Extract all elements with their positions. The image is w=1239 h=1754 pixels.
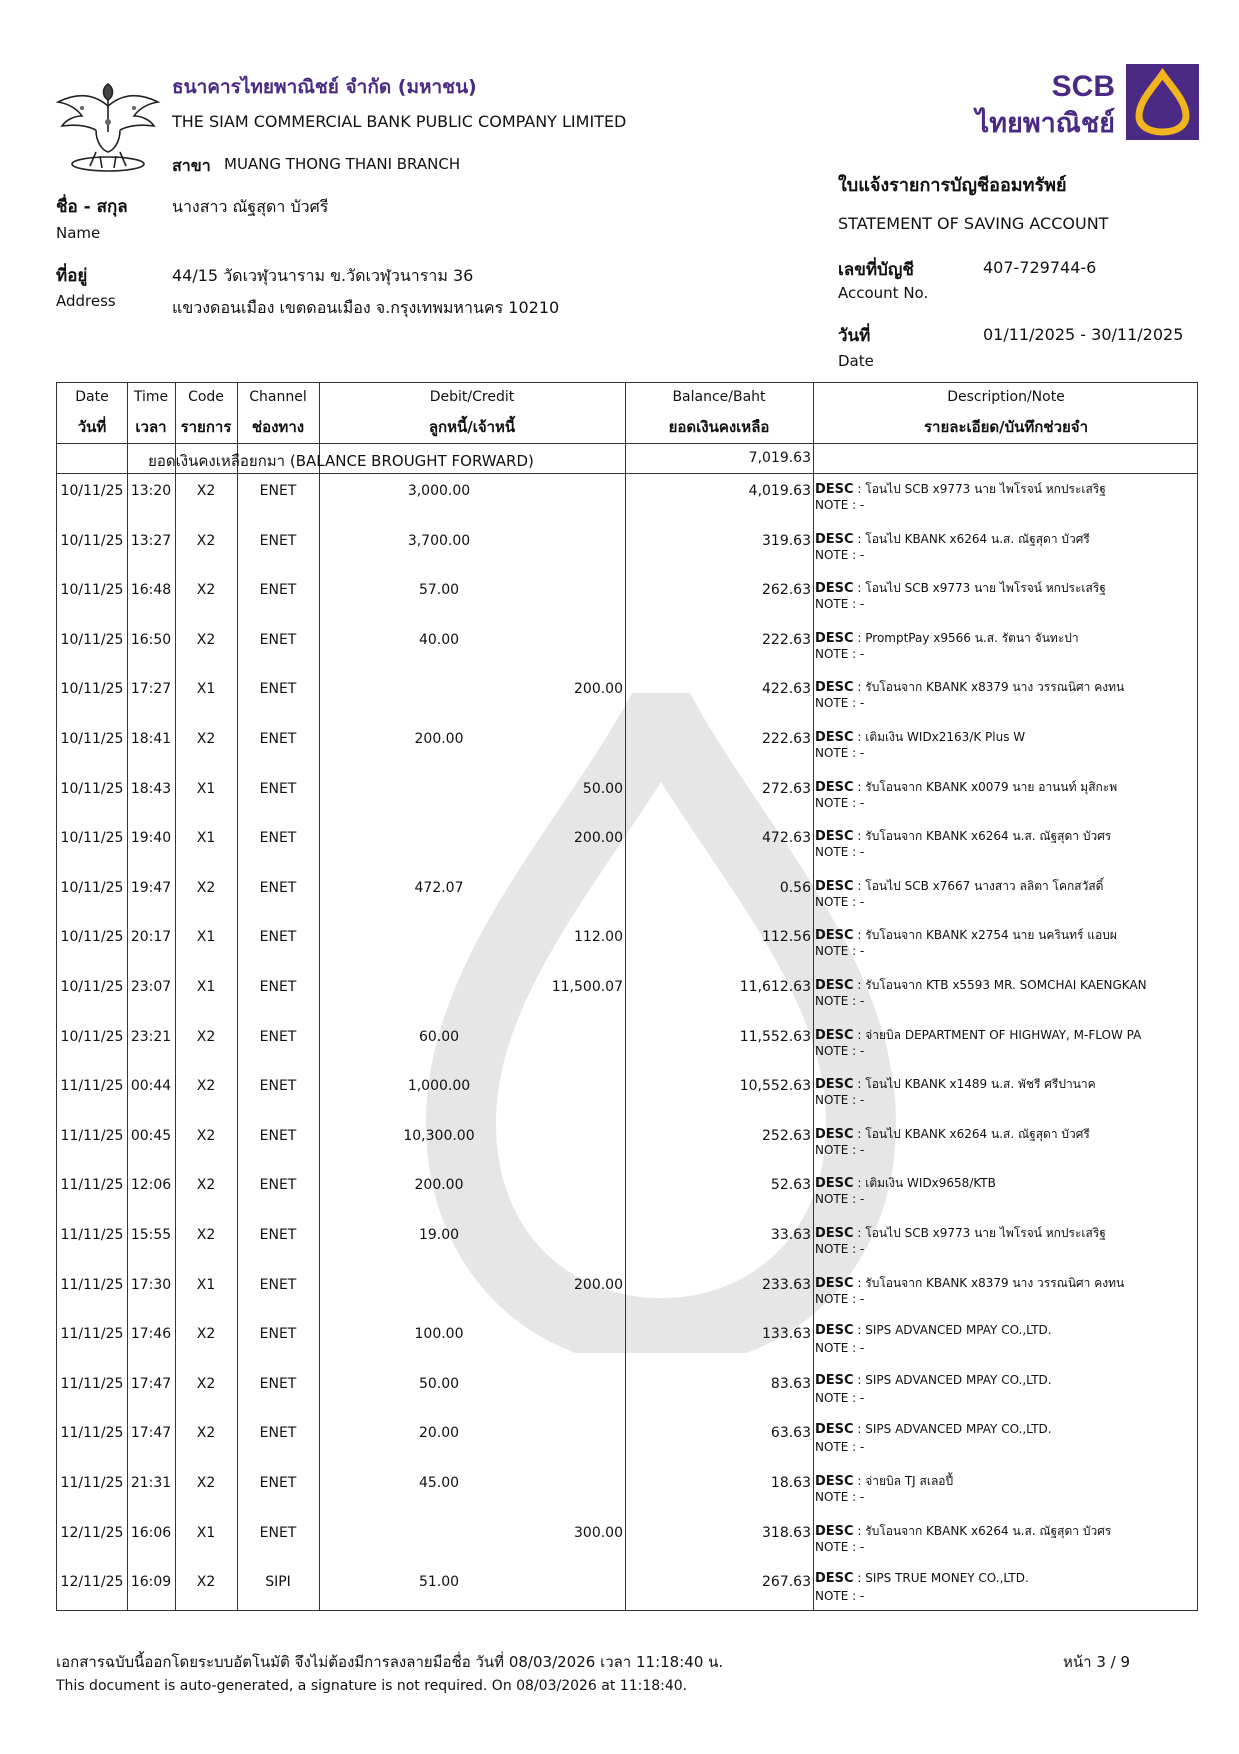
cell-description — [815, 827, 1197, 846]
cell-credit: 11,500.07 — [551, 979, 623, 995]
cell-time: 23:07 — [130, 979, 172, 995]
cell-balance: 4,019.63 — [748, 483, 811, 499]
desc-label: DESC — [815, 1077, 854, 1093]
cell-time: 16:48 — [130, 582, 172, 599]
desc-label: DESC — [815, 730, 854, 745]
cell-channel: ENET — [259, 1524, 297, 1541]
desc-label: DESC — [815, 779, 854, 795]
cell-note: NOTE : - — [815, 646, 865, 661]
table-row — [57, 820, 1199, 870]
cell-channel: ENET — [259, 1276, 297, 1293]
cell-time: 17:47 — [130, 1375, 172, 1392]
cell-code: X1 — [196, 1524, 216, 1541]
desc-text: : SIPS ADVANCED MPAY CO.,LTD. — [853, 1372, 1052, 1387]
desc-text: : รับโอนจาก KBANK x6264 น.ส. ณัฐสุดา บัวศร — [853, 829, 1112, 844]
cell-channel: ENET — [259, 681, 297, 698]
cell-date: 10/11/25 — [60, 582, 124, 599]
cell-balance: 133.63 — [762, 1326, 811, 1343]
desc-label: DESC — [815, 1372, 854, 1388]
bank-name-en: THE SIAM COMMERCIAL BANK PUBLIC COMPANY LIMITED — [172, 112, 627, 131]
cell-channel: ENET — [259, 879, 297, 896]
cell-debit: 57.00 — [418, 582, 460, 599]
cell-credit: 112.00 — [574, 929, 623, 946]
column-header-th-debitcredit: ลูกหนี้/เจ้าหนี้ — [428, 418, 516, 436]
cell-debit: 19.00 — [418, 1227, 460, 1243]
cell-time: 12:06 — [130, 1177, 172, 1194]
column-header-debitcredit: Debit/Credit — [429, 389, 515, 405]
cell-balance: 422.63 — [762, 681, 811, 698]
cell-description — [815, 1373, 1197, 1388]
desc-label: DESC — [815, 482, 854, 497]
cell-description — [815, 1075, 1197, 1094]
cell-note: NOTE : - — [815, 597, 865, 612]
desc-text: : SIPS TRUE MONEY CO.,LTD. — [853, 1571, 1029, 1586]
cell-channel: ENET — [259, 1375, 297, 1392]
cell-channel: ENET — [259, 1227, 297, 1243]
cell-note: NOTE : - — [815, 845, 865, 860]
desc-text: : โอนไป KBANK x1489 น.ส. พัชรี ศรีปานาค — [853, 1077, 1096, 1092]
garuda-emblem-icon — [52, 72, 164, 172]
column-header-th-time: เวลา — [135, 418, 167, 436]
header-divider — [57, 443, 1197, 444]
desc-text: : จ่ายบิล TJ สเลอปี้ — [853, 1474, 954, 1488]
desc-label: DESC — [815, 978, 854, 993]
cell-note: NOTE : - — [815, 1341, 865, 1356]
cell-channel: ENET — [259, 1028, 297, 1045]
cell-description — [815, 579, 1197, 598]
cell-description — [815, 678, 1197, 697]
cell-credit: 200.00 — [574, 681, 623, 698]
balance-brought-forward-value: 7,019.63 — [748, 450, 811, 466]
cell-date: 10/11/25 — [60, 532, 124, 549]
cell-code: X2 — [196, 1574, 216, 1591]
branch-label: สาขา — [172, 156, 211, 175]
table-row — [57, 1217, 1199, 1267]
desc-text: : รับโอนจาก KBANK x0079 นาย อานนท์ มุสิกะพ — [853, 779, 1118, 794]
cell-balance: 63.63 — [770, 1425, 811, 1442]
cell-note: NOTE : - — [815, 944, 865, 959]
cell-debit: 10,300.00 — [403, 1127, 475, 1144]
name-label-th: ชื่อ - สกุล — [56, 197, 128, 217]
cell-description — [815, 1174, 1197, 1193]
cell-date: 10/11/25 — [60, 731, 124, 747]
desc-label: DESC — [815, 928, 854, 944]
cell-balance: 262.63 — [762, 582, 811, 599]
cell-time: 00:44 — [130, 1078, 172, 1095]
desc-label: DESC — [815, 1474, 854, 1489]
cell-note: NOTE : - — [815, 1192, 865, 1207]
column-header-th-date: วันที่ — [77, 418, 107, 436]
table-row — [57, 1465, 1199, 1515]
cell-channel: ENET — [259, 483, 297, 499]
desc-label: DESC — [815, 1126, 854, 1142]
cell-description — [815, 1522, 1197, 1541]
cell-balance: 222.63 — [762, 631, 811, 648]
cell-time: 00:45 — [130, 1127, 172, 1144]
cell-date: 10/11/25 — [60, 879, 124, 896]
cell-channel: ENET — [259, 1127, 297, 1144]
table-row — [57, 1564, 1199, 1614]
cell-balance: 112.56 — [762, 929, 811, 946]
address-line-1: 44/15 วัดเวฬุวนาราม ข.วัดเวฬุวนาราม 36 — [172, 266, 474, 285]
cell-channel: ENET — [259, 979, 297, 995]
cell-note: NOTE : - — [815, 1589, 865, 1604]
cell-note: NOTE : - — [815, 1490, 865, 1504]
footer-note-th: เอกสารฉบับนี้ออกโดยระบบอัตโนมัติ จึงไม่ต้องมีการลงลายมือชื่อ วันที่ 08/03/2026 เวลา 11:18:40 น. — [56, 1653, 724, 1671]
footer-note-en: This document is auto-generated, a signature is not required. On 08/03/2026 at 11:18:40. — [56, 1678, 688, 1694]
branch-value: MUANG THONG THANI BRANCH — [224, 155, 461, 173]
cell-note: NOTE : - — [815, 547, 865, 562]
address-label-en: Address — [56, 292, 116, 310]
table-row — [57, 1415, 1199, 1465]
cell-code: X1 — [196, 681, 216, 698]
cell-date: 11/11/25 — [60, 1177, 124, 1194]
cell-date: 11/11/25 — [60, 1227, 124, 1243]
cell-time: 15:55 — [130, 1227, 172, 1243]
cell-code: X1 — [196, 929, 216, 946]
cell-balance: 0.56 — [779, 879, 811, 896]
date-label-en: Date — [838, 352, 874, 370]
cell-balance: 33.63 — [770, 1227, 811, 1243]
cell-note: NOTE : - — [815, 1291, 865, 1306]
svg-text:SCB: SCB — [1051, 70, 1115, 103]
bank-name-th: ธนาคารไทยพาณิชย์ จำกัด (มหาชน) — [172, 76, 477, 98]
desc-label: DESC — [815, 1226, 854, 1241]
desc-text: : รับโอนจาก KBANK x8379 นาง วรรณนิศา คงทน — [853, 680, 1125, 695]
table-row — [57, 1167, 1199, 1217]
page-number: หน้า 3 / 9 — [1063, 1653, 1131, 1671]
cell-date: 10/11/25 — [60, 979, 124, 995]
cell-debit: 50.00 — [418, 1375, 460, 1392]
cell-time: 13:20 — [130, 483, 172, 499]
cell-credit: 300.00 — [574, 1524, 623, 1541]
balance-brought-forward-label: ยอดเงินคงเหลือยกมา (BALANCE BROUGHT FORWARD) — [148, 452, 534, 470]
cell-time: 18:41 — [130, 731, 172, 747]
cell-channel: SIPI — [265, 1574, 291, 1591]
desc-text: : โอนไป KBANK x6264 น.ส. ณัฐสุดา บัวศรี — [853, 531, 1090, 546]
table-row — [57, 1118, 1199, 1168]
desc-label: DESC — [815, 531, 854, 547]
cell-balance: 11,612.63 — [739, 979, 811, 995]
cell-code: X2 — [196, 582, 216, 599]
table-row — [57, 572, 1199, 622]
cell-balance: 472.63 — [762, 830, 811, 847]
cell-description — [815, 728, 1197, 747]
cell-code: X2 — [196, 879, 216, 896]
cell-date: 10/11/25 — [60, 483, 124, 499]
cell-time: 13:27 — [130, 532, 172, 549]
desc-label: DESC — [815, 829, 854, 845]
cell-description — [815, 1472, 1197, 1491]
cell-time: 17:27 — [130, 681, 172, 698]
cell-channel: ENET — [259, 830, 297, 847]
cell-time: 17:47 — [130, 1425, 172, 1442]
table-row — [57, 1316, 1199, 1366]
desc-text: : โอนไป SCB x9773 นาย ไพโรจน์ หกประเสริฐ — [853, 482, 1106, 496]
desc-label: DESC — [815, 1176, 854, 1192]
cell-code: X1 — [196, 780, 216, 797]
cell-code: X2 — [196, 1425, 216, 1442]
cell-debit: 100.00 — [414, 1326, 464, 1343]
cell-description — [815, 926, 1197, 945]
scb-logo-icon — [963, 64, 1199, 140]
cell-debit: 3,700.00 — [407, 532, 471, 549]
date-label-th: วันที่ — [838, 326, 871, 346]
customer-name: นางสาว ณัฐสุดา บัวศรี — [172, 197, 329, 216]
cell-date: 10/11/25 — [60, 929, 124, 946]
cell-credit: 200.00 — [574, 1276, 623, 1293]
desc-label: DESC — [815, 630, 854, 646]
column-header-th-channel: ช่องทาง — [251, 418, 305, 436]
cell-note: NOTE : - — [815, 1539, 865, 1554]
account-label-th: เลขที่บัญชี — [838, 260, 914, 280]
cell-channel: ENET — [259, 1475, 297, 1491]
desc-text: : SIPS ADVANCED MPAY CO.,LTD. — [853, 1323, 1052, 1338]
cell-channel: ENET — [259, 532, 297, 549]
cell-description — [815, 1422, 1197, 1437]
cell-code: X2 — [196, 1375, 216, 1392]
account-number: 407-729744-6 — [983, 258, 1097, 277]
cell-description — [815, 1323, 1197, 1338]
desc-label: DESC — [815, 878, 854, 894]
cell-balance: 52.63 — [770, 1177, 811, 1194]
cell-time: 17:30 — [130, 1276, 172, 1293]
cell-date: 11/11/25 — [60, 1425, 124, 1442]
cell-debit: 60.00 — [418, 1028, 460, 1045]
cell-code: X1 — [196, 830, 216, 847]
cell-note: NOTE : - — [815, 1043, 865, 1058]
cell-description — [815, 530, 1197, 549]
cell-date: 11/11/25 — [60, 1326, 124, 1343]
cell-code: X2 — [196, 1475, 216, 1491]
desc-text: : PromptPay x9566 น.ส. รัตนา จันทะปา — [853, 630, 1079, 645]
cell-description — [815, 1026, 1197, 1045]
cell-channel: ENET — [259, 1326, 297, 1343]
cell-description — [815, 1274, 1197, 1293]
cell-debit: 472.07 — [414, 879, 464, 896]
statement-title-th: ใบแจ้งรายการบัญชีออมทรัพย์ — [838, 175, 1067, 196]
cell-note: NOTE : - — [815, 994, 865, 1008]
cell-debit: 20.00 — [418, 1425, 460, 1442]
desc-label: DESC — [815, 1275, 854, 1291]
column-header-th-balance: ยอดเงินคงเหลือ — [668, 418, 770, 436]
desc-text: : รับโอนจาก KBANK x8379 นาง วรรณนิศา คงทน — [853, 1275, 1125, 1290]
cell-description — [815, 480, 1197, 499]
cell-channel: ENET — [259, 1425, 297, 1442]
cell-date: 10/11/25 — [60, 631, 124, 648]
cell-balance: 222.63 — [762, 731, 811, 747]
cell-date: 10/11/25 — [60, 681, 124, 698]
table-row — [57, 1019, 1199, 1069]
column-header-th-code: รายการ — [180, 418, 232, 436]
cell-debit: 3,000.00 — [407, 483, 471, 499]
cell-date: 12/11/25 — [60, 1574, 124, 1591]
cell-date: 11/11/25 — [60, 1276, 124, 1293]
desc-text: : โอนไป SCB x7667 นางสาว ลลิตา โคกสวัสดิ์ — [853, 878, 1104, 893]
cell-channel: ENET — [259, 631, 297, 648]
cell-balance: 11,552.63 — [739, 1028, 811, 1045]
desc-text: : โอนไป SCB x9773 นาย ไพโรจน์ หกประเสริฐ — [853, 1226, 1106, 1240]
cell-channel: ENET — [259, 780, 297, 797]
cell-credit: 200.00 — [574, 830, 623, 847]
cell-note: NOTE : - — [815, 894, 865, 909]
cell-code: X2 — [196, 532, 216, 549]
cell-balance: 318.63 — [762, 1524, 811, 1541]
table-row — [57, 1366, 1199, 1416]
table-row — [57, 622, 1199, 672]
desc-text: : เติมเงิน WIDx9658/KTB — [853, 1176, 996, 1191]
cell-code: X2 — [196, 1078, 216, 1095]
cell-date: 12/11/25 — [60, 1524, 124, 1541]
account-label-en: Account No. — [838, 284, 929, 302]
cell-date: 10/11/25 — [60, 1028, 124, 1045]
desc-text: : SIPS ADVANCED MPAY CO.,LTD. — [853, 1422, 1052, 1437]
column-header-time: Time — [133, 389, 169, 405]
cell-debit: 51.00 — [418, 1574, 460, 1591]
desc-text: : เติมเงิน WIDx2163/K Plus W — [853, 730, 1026, 744]
address-label-th: ที่อยู่ — [56, 266, 88, 286]
cell-note: NOTE : - — [815, 1093, 865, 1108]
desc-label: DESC — [815, 1422, 854, 1438]
table-row — [57, 771, 1199, 821]
cell-note: NOTE : - — [815, 498, 865, 512]
cell-note: NOTE : - — [815, 795, 865, 810]
cell-time: 19:47 — [130, 879, 172, 896]
cell-debit: 200.00 — [414, 1177, 464, 1194]
table-row — [57, 671, 1199, 721]
cell-code: X2 — [196, 731, 216, 747]
cell-debit: 40.00 — [418, 631, 460, 648]
desc-text: : โอนไป SCB x9773 นาย ไพโรจน์ หกประเสริฐ — [853, 581, 1106, 596]
cell-time: 16:50 — [130, 631, 172, 648]
cell-code: X2 — [196, 483, 216, 499]
cell-code: X2 — [196, 1227, 216, 1243]
column-header-desc: Description/Note — [947, 389, 1065, 405]
statement-period: 01/11/2025 - 30/11/2025 — [983, 325, 1184, 344]
cell-credit: 50.00 — [582, 780, 623, 797]
column-header-balance: Balance/Baht — [672, 389, 766, 405]
desc-text: : รับโอนจาก KBANK x6264 น.ส. ณัฐสุดา บัวศร — [853, 1523, 1112, 1538]
statement-title-en: STATEMENT OF SAVING ACCOUNT — [838, 214, 1109, 233]
cell-time: 21:31 — [130, 1475, 172, 1491]
cell-debit: 1,000.00 — [407, 1078, 471, 1095]
table-row — [57, 473, 1199, 523]
cell-balance: 267.63 — [762, 1574, 811, 1591]
desc-text: : รับโอนจาก KBANK x2754 นาย นครินทร์ แอบผ — [853, 928, 1117, 943]
address-line-2: แขวงดอนเมือง เขตดอนเมือง จ.กรุงเทพมหานคร 10210 — [172, 298, 560, 317]
cell-note: NOTE : - — [815, 746, 865, 760]
desc-label: DESC — [815, 1571, 854, 1587]
cell-balance: 272.63 — [762, 780, 811, 797]
column-header-date: Date — [75, 389, 109, 405]
desc-label: DESC — [815, 680, 854, 696]
cell-channel: ENET — [259, 1177, 297, 1194]
table-row — [57, 1068, 1199, 1118]
cell-time: 20:17 — [130, 929, 172, 946]
table-row — [57, 1267, 1199, 1317]
cell-description — [815, 976, 1197, 995]
cell-description — [815, 778, 1197, 797]
cell-date: 10/11/25 — [60, 830, 124, 847]
desc-text: : จ่ายบิล DEPARTMENT OF HIGHWAY, M-FLOW PA — [853, 1027, 1142, 1042]
cell-channel: ENET — [259, 1078, 297, 1095]
cell-date: 11/11/25 — [60, 1127, 124, 1144]
cell-channel: ENET — [259, 731, 297, 747]
cell-note: NOTE : - — [815, 696, 865, 711]
cell-description — [815, 629, 1197, 648]
cell-code: X2 — [196, 1127, 216, 1144]
desc-text: : รับโอนจาก KTB x5593 MR. SOMCHAI KAENGKAN — [853, 978, 1147, 992]
cell-date: 11/11/25 — [60, 1078, 124, 1095]
cell-channel: ENET — [259, 929, 297, 946]
desc-label: DESC — [815, 581, 854, 597]
cell-time: 23:21 — [130, 1028, 172, 1045]
table-row — [57, 969, 1199, 1019]
cell-date: 10/11/25 — [60, 780, 124, 797]
column-header-code: Code — [188, 389, 224, 405]
cell-note: NOTE : - — [815, 1142, 865, 1157]
cell-note: NOTE : - — [815, 1440, 865, 1455]
name-label-en: Name — [56, 224, 101, 242]
cell-balance: 83.63 — [770, 1375, 811, 1392]
cell-date: 11/11/25 — [60, 1375, 124, 1392]
cell-code: X1 — [196, 1276, 216, 1293]
cell-description — [815, 1224, 1197, 1243]
cell-code: X2 — [196, 1028, 216, 1045]
column-header-th-desc: รายละเอียด/บันทึกช่วยจำ — [923, 418, 1088, 436]
cell-debit: 45.00 — [418, 1475, 460, 1491]
table-row — [57, 1515, 1199, 1565]
cell-time: 17:46 — [130, 1326, 172, 1343]
cell-balance: 18.63 — [770, 1475, 811, 1491]
cell-code: X2 — [196, 631, 216, 648]
cell-time: 19:40 — [130, 830, 172, 847]
desc-label: DESC — [815, 1523, 854, 1539]
cell-debit: 200.00 — [414, 731, 464, 747]
table-row — [57, 721, 1199, 771]
cell-balance: 10,552.63 — [739, 1078, 811, 1095]
cell-channel: ENET — [259, 582, 297, 599]
cell-balance: 252.63 — [762, 1127, 811, 1144]
cell-note: NOTE : - — [815, 1390, 865, 1405]
cell-time: 16:09 — [130, 1574, 172, 1591]
cell-code: X2 — [196, 1326, 216, 1343]
table-row — [57, 870, 1199, 920]
cell-time: 16:06 — [130, 1524, 172, 1541]
svg-text:ไทยพาณิชย์: ไทยพาณิชย์ — [975, 108, 1115, 139]
table-row — [57, 523, 1199, 573]
transactions-table — [56, 382, 1198, 1611]
cell-code: X1 — [196, 979, 216, 995]
cell-note: NOTE : - — [815, 1242, 865, 1256]
cell-description — [815, 1125, 1197, 1144]
cell-balance: 233.63 — [762, 1276, 811, 1293]
cell-code: X2 — [196, 1177, 216, 1194]
desc-label: DESC — [815, 1027, 854, 1043]
cell-date: 11/11/25 — [60, 1475, 124, 1491]
cell-description — [815, 877, 1197, 896]
column-header-channel: Channel — [249, 389, 307, 405]
cell-balance: 319.63 — [762, 532, 811, 549]
cell-description — [815, 1571, 1197, 1586]
cell-time: 18:43 — [130, 780, 172, 797]
desc-label: DESC — [815, 1323, 854, 1339]
desc-text: : โอนไป KBANK x6264 น.ส. ณัฐสุดา บัวศรี — [853, 1126, 1090, 1141]
table-row — [57, 919, 1199, 969]
